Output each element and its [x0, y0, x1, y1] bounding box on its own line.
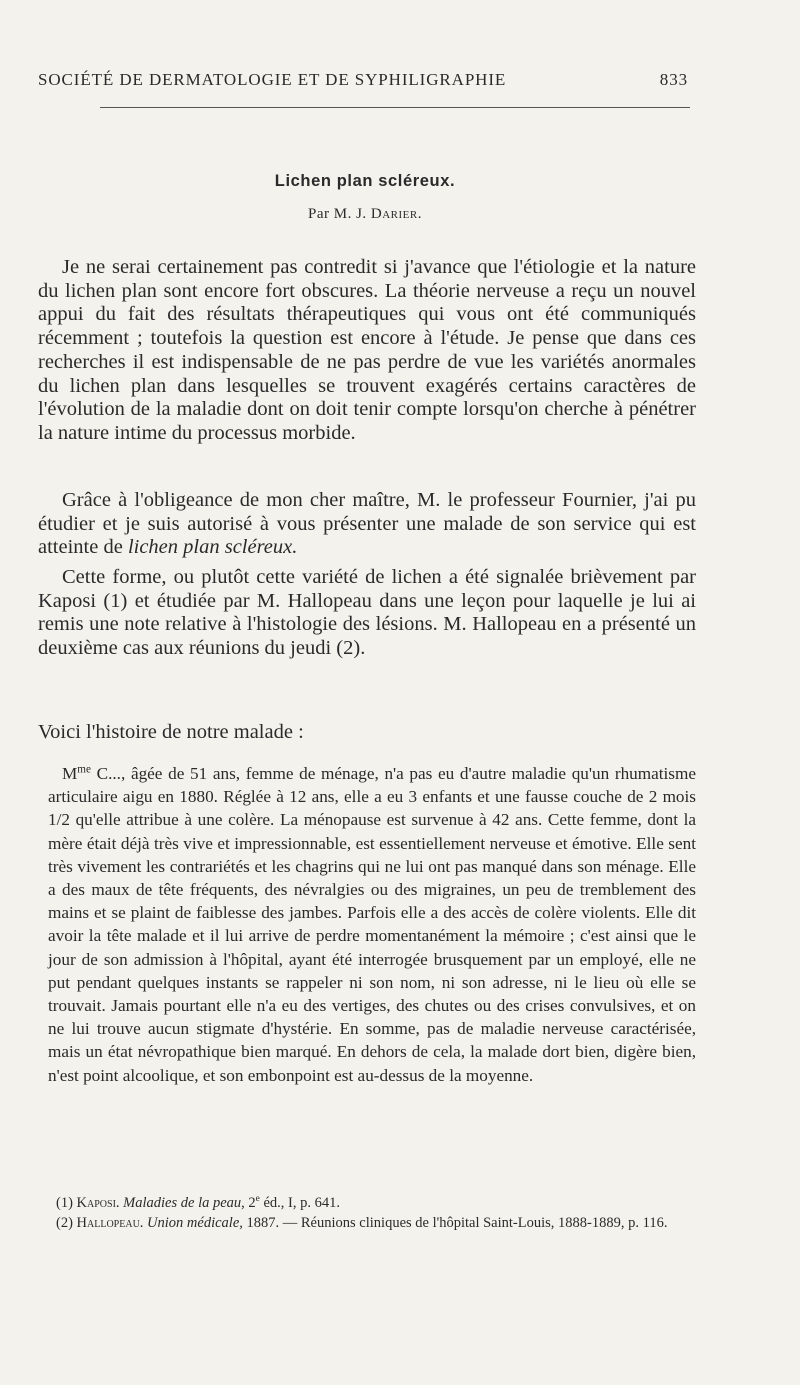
footnote-1-work: Maladies de la peau, — [123, 1195, 245, 1211]
case-text: C..., âgée de 51 ans, femme de ménage, n'a pas eu d'autre maladie qu'un rhumatisme articulaire aigu en 1880. Réglée à 12 ans, elle a eu 3 enfants et une fausse couche de 2 mois 1/2 qu'elle attribue à une colère. La ménopause est survenue à 42 ans. Cette femme, dont la mère était déjà très vive et impressionnable, est essentiellement nerveuse et émotive. Elle sent très vivement les contrariétés et les chagrins qui ne lui ont pas manqué dans son ménage. Elle a des maux de tête fréquents, des névralgies ou des migraines, un peu de tremblement des mains et se plaint de faiblesse des jambes. Parfois elle a des accès de colère violents. Elle dit avoir la tête malade et il lui arrive de perdre momentanément la mémoire ; c'est ainsi que le jour de son admission à l'hôpital, ayant été interrogée brusquement par un employé, elle ne put pendant quelques instants se rappeler ni son nom, ni son adresse, ni le lieu où elle se trouvait. Jamais pourtant elle n'a eu des vertiges, des chutes ou des crises convulsives, et on ne lui trouve aucun stigmate d'hystérie. En somme, pas de maladie nerveuse caractérisée, mais un état névropathique bien marqué. En dehors de cela, la malade dort bien, digère bien, n'est point alcoolique, et son embonpoint est au-dessus de la moyenne. — [48, 764, 696, 1085]
running-header — [38, 70, 688, 90]
grace-section — [38, 489, 696, 560]
footnotes — [48, 1193, 696, 1233]
case-paragraph — [48, 762, 696, 1087]
article-byline — [0, 206, 730, 223]
paragraph-intro: Je ne serai certainement pas contredit si j'avance que l'étiologie et la nature du lichen plan sont encore fort obscures. La théorie nerveuse a reçu un nouvel appui du fait des résultats thérapeutiques qui vous ont été communiqués récemment ; toutefois la question est encore à l'étude. Je pense que dans ces recherches il est indispensable de ne pas perdre de vue les variétés anormales du lichen plan dans lesquelles se trouvent exagérés certains caractères de l'évolution de la maladie dont on doit tenir compte lorsqu'on cherche à pénétrer la nature intime du processus morbide. — [38, 256, 696, 444]
case-mme-sup: me — [77, 763, 91, 776]
byline-author: Darier. — [370, 206, 422, 222]
footnote-1-rest: éd., I, p. 641. — [259, 1195, 340, 1211]
footnote-1-ed: 2 — [244, 1195, 256, 1211]
article-title: Lichen plan scléreux. — [274, 172, 456, 190]
forme-section — [38, 566, 696, 661]
paragraph-forme: Cette forme, ou plutôt cette variété de lichen a été signalée brièvement par Kaposi (1) et étudiée par M. Hallopeau dans une leçon pour laquelle je lui ai remis une note relative à l'histologie des lésions. M. Hallopeau en a présenté un deuxième cas aux réunions du jeudi (2). — [38, 566, 696, 660]
footnote-1-mark: (1) — [56, 1195, 77, 1211]
header-rule — [100, 107, 690, 108]
footnote-1 — [48, 1193, 696, 1213]
footnote-2-mark: (2) — [56, 1215, 77, 1231]
voici-section — [38, 721, 696, 745]
footnote-2 — [48, 1213, 696, 1233]
running-title: SOCIÉTÉ DE DERMATOLOGIE ET DE SYPHILIGRAPHIE — [38, 70, 507, 89]
byline-prefix: Par M. J. — [307, 206, 367, 222]
page-number: 833 — [659, 70, 688, 89]
footnote-2-rest: 1887. — Réunions cliniques de l'hôpital Saint-Louis, 1888-1889, p. 116. — [242, 1215, 668, 1231]
paragraph-grace — [38, 489, 696, 560]
footnote-1-author: Kaposi. — [76, 1195, 120, 1211]
paragraph-grace-text: Grâce à l'obligeance de mon cher maître, M. le professeur Fournier, j'ai pu étudier et je suis autorisé à vous présenter une malade de son service qui est atteinte de — [38, 489, 696, 559]
footnote-2-author: Hallopeau. — [76, 1215, 144, 1231]
footnote-2-work: Union médicale, — [147, 1215, 243, 1231]
case-history — [48, 762, 696, 1087]
paragraph-voici: Voici l'histoire de notre malade : — [38, 721, 304, 743]
intro-section — [38, 256, 696, 446]
paragraph-grace-italic: lichen plan scléreux. — [127, 536, 298, 559]
footnote-1-ed-sup: e — [255, 1194, 260, 1205]
case-mme: M — [62, 764, 78, 783]
